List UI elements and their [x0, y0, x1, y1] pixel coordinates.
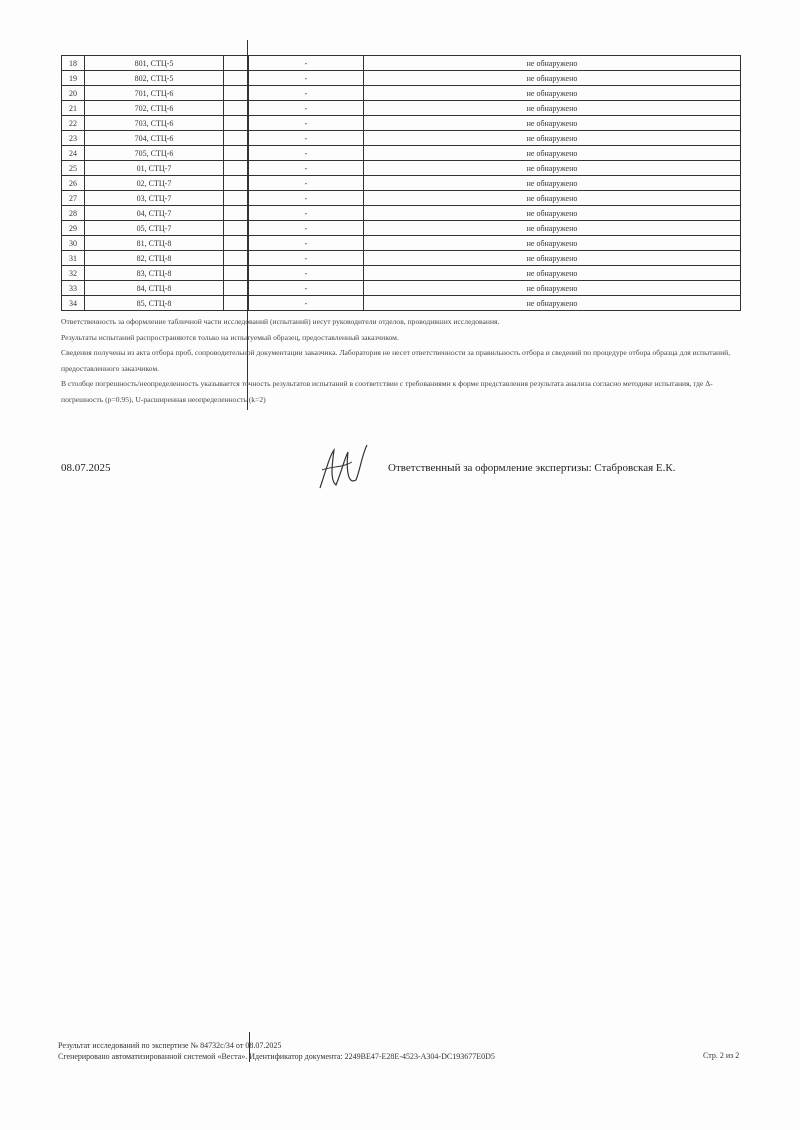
- sample-name: 05, СТЦ-7: [85, 221, 224, 236]
- result-value: не обнаружено: [364, 206, 741, 221]
- row-number: 24: [62, 146, 85, 161]
- empty-cell: [224, 236, 249, 251]
- sample-name: 701, СТЦ-6: [85, 86, 224, 101]
- error-value: -: [249, 266, 364, 281]
- date: 08.07.2025: [61, 462, 111, 474]
- table-row: [62, 281, 741, 296]
- row-number: 23: [62, 131, 85, 146]
- empty-cell: [224, 266, 249, 281]
- sample-name: 81, СТЦ-8: [85, 236, 224, 251]
- row-number: 19: [62, 71, 85, 86]
- footer-result: Результат исследований по экспертизе № 84732с/34 от 08.07.2025: [58, 1041, 282, 1050]
- table-row: [62, 191, 741, 206]
- table-row: [62, 296, 741, 311]
- sample-name: 83, СТЦ-8: [85, 266, 224, 281]
- row-number: 28: [62, 206, 85, 221]
- result-value: не обнаружено: [364, 101, 741, 116]
- error-value: -: [249, 71, 364, 86]
- sample-name: 84, СТЦ-8: [85, 281, 224, 296]
- row-number: 22: [62, 116, 85, 131]
- table-row: [62, 206, 741, 221]
- row-number: 31: [62, 251, 85, 266]
- error-value: -: [249, 86, 364, 101]
- row-number: 18: [62, 56, 85, 71]
- result-value: не обнаружено: [364, 146, 741, 161]
- page-number: Стр. 2 из 2: [703, 1051, 740, 1060]
- empty-cell: [224, 221, 249, 236]
- error-value: -: [249, 161, 364, 176]
- empty-cell: [224, 161, 249, 176]
- result-value: не обнаружено: [364, 221, 741, 236]
- results-table: [61, 55, 741, 311]
- table-row: [62, 161, 741, 176]
- result-value: не обнаружено: [364, 281, 741, 296]
- sample-name: 702, СТЦ-6: [85, 101, 224, 116]
- empty-cell: [224, 56, 249, 71]
- row-number: 32: [62, 266, 85, 281]
- table-row: [62, 56, 741, 71]
- empty-cell: [224, 86, 249, 101]
- table-row: [62, 236, 741, 251]
- row-number: 25: [62, 161, 85, 176]
- sample-name: 703, СТЦ-6: [85, 116, 224, 131]
- row-number: 30: [62, 236, 85, 251]
- error-value: -: [249, 101, 364, 116]
- table-row: [62, 266, 741, 281]
- result-value: не обнаружено: [364, 236, 741, 251]
- empty-cell: [224, 131, 249, 146]
- error-value: -: [249, 206, 364, 221]
- row-number: 27: [62, 191, 85, 206]
- result-value: не обнаружено: [364, 191, 741, 206]
- empty-cell: [224, 146, 249, 161]
- responsible-person: Ответственный за оформление экспертизы: Стабровская Е.К.: [388, 462, 676, 474]
- error-value: -: [249, 296, 364, 311]
- empty-cell: [224, 251, 249, 266]
- note: Результаты испытаний распространяются только на испытуемый образец, предоставленный заказчиком.: [61, 332, 399, 342]
- table-row: [62, 71, 741, 86]
- empty-cell: [224, 116, 249, 131]
- error-value: -: [249, 251, 364, 266]
- empty-cell: [224, 191, 249, 206]
- table-row: [62, 176, 741, 191]
- table-row: [62, 146, 741, 161]
- error-value: -: [249, 131, 364, 146]
- error-value: -: [249, 281, 364, 296]
- empty-cell: [224, 206, 249, 221]
- empty-cell: [224, 281, 249, 296]
- result-value: не обнаружено: [364, 266, 741, 281]
- row-number: 21: [62, 101, 85, 116]
- row-number: 20: [62, 86, 85, 101]
- error-value: -: [249, 191, 364, 206]
- error-value: -: [249, 221, 364, 236]
- empty-cell: [224, 176, 249, 191]
- result-value: не обнаружено: [364, 56, 741, 71]
- row-number: 33: [62, 281, 85, 296]
- sample-name: 802, СТЦ-5: [85, 71, 224, 86]
- table-row: [62, 251, 741, 266]
- row-number: 26: [62, 176, 85, 191]
- empty-cell: [224, 101, 249, 116]
- result-value: не обнаружено: [364, 86, 741, 101]
- sample-name: 85, СТЦ-8: [85, 296, 224, 311]
- error-value: -: [249, 56, 364, 71]
- result-value: не обнаружено: [364, 296, 741, 311]
- note: Сведения получены из акта отбора проб, сопроводительной документации заказчика. Лаборатория не несет ответственности за правильность отбора и сведений по процедуре отбора образца для испытаний, предоставленного заказчиком.: [61, 348, 731, 373]
- table-row: [62, 116, 741, 131]
- notes: [61, 314, 751, 407]
- error-value: -: [249, 176, 364, 191]
- result-value: не обнаружено: [364, 71, 741, 86]
- sample-name: 704, СТЦ-6: [85, 131, 224, 146]
- result-value: не обнаружено: [364, 131, 741, 146]
- row-number: 34: [62, 296, 85, 311]
- table-row: [62, 131, 741, 146]
- error-value: -: [249, 116, 364, 131]
- footer-generated: Сгенерировано автоматизированной системой «Веста». Идентификатор документа: 2249BE47-E28E-4523-A304-DC193677E0D5: [58, 1052, 495, 1061]
- footer: [58, 1040, 495, 1062]
- table-row: [62, 86, 741, 101]
- row-number: 29: [62, 221, 85, 236]
- result-value: не обнаружено: [364, 116, 741, 131]
- note: Ответственность за оформление табличной части исследований (испытаний) несут руководители отделов, проводивших исследования.: [61, 317, 500, 326]
- table-row: [62, 221, 741, 236]
- error-value: -: [249, 146, 364, 161]
- signature-icon: [312, 440, 372, 495]
- sample-name: 02, СТЦ-7: [85, 176, 224, 191]
- sample-name: 04, СТЦ-7: [85, 206, 224, 221]
- sample-name: 03, СТЦ-7: [85, 191, 224, 206]
- sample-name: 801, СТЦ-5: [85, 56, 224, 71]
- result-value: не обнаружено: [364, 161, 741, 176]
- result-value: не обнаружено: [364, 251, 741, 266]
- error-value: -: [249, 236, 364, 251]
- table-row: [62, 101, 741, 116]
- empty-cell: [224, 71, 249, 86]
- result-value: не обнаружено: [364, 176, 741, 191]
- sample-name: 82, СТЦ-8: [85, 251, 224, 266]
- sample-name: 01, СТЦ-7: [85, 161, 224, 176]
- empty-cell: [224, 296, 249, 311]
- note: В столбце погрешность/неопределенность указывается точность результатов испытаний в соответствии с требованиями к форме представления результата анализа согласно методике испытания, где Δ-погрешность (p=0.95), U-расширенная неопределенность (k=2): [61, 379, 713, 404]
- sample-name: 705, СТЦ-6: [85, 146, 224, 161]
